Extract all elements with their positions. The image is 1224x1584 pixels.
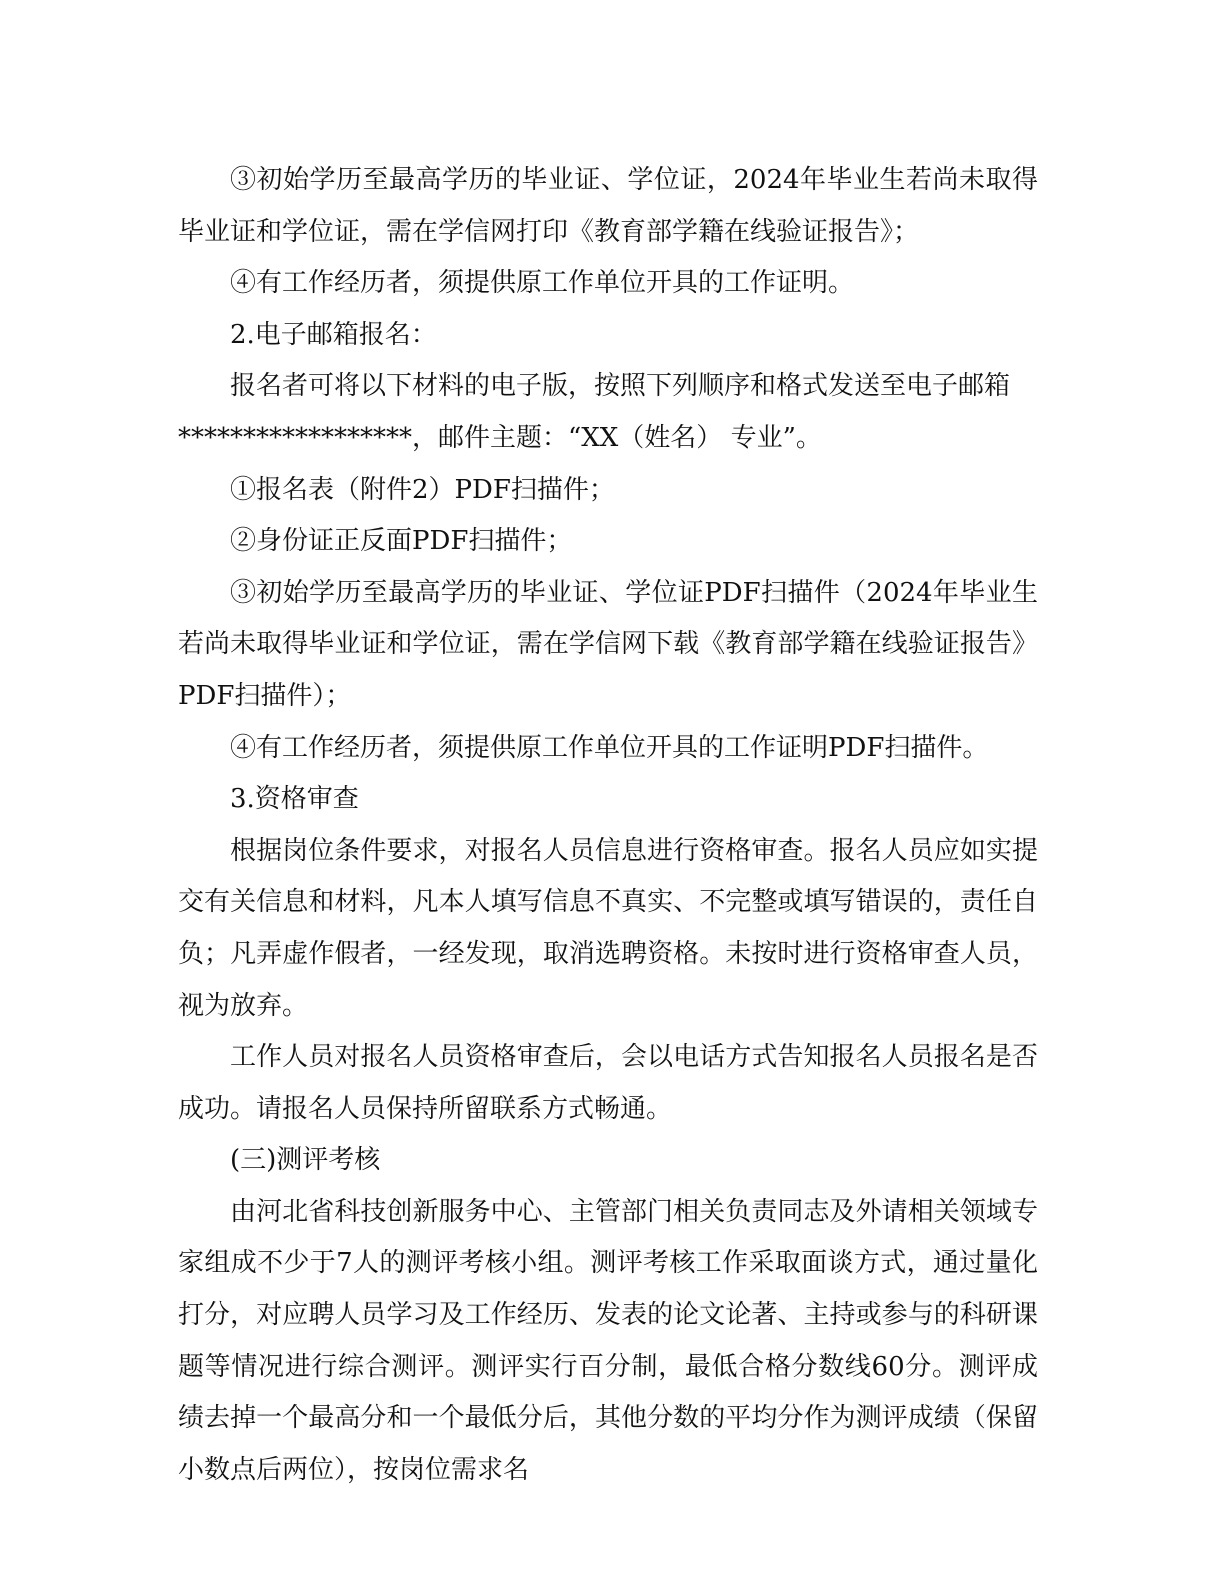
paragraph-work-certificate: ④有工作经历者，须提供原工作单位开具的工作证明。: [230, 268, 855, 299]
paragraph-email-instructions: 报名者可将以下材料的电子版，按照下列顺序和格式发送至电子邮箱: [230, 371, 1011, 402]
paragraph-evaluation: 由河北省科技创新服务中心、主管部门相关负责同志及外请相关领域专家组成不少于7人的测评考核小组。测评考核工作采取面谈方式，通过量化打分，对应聘人员学习及工作经历、发表的论文论著、主持或参与的科研课题等情况进行综合测评。测评实行百分制，最低合格分数线60分。测评成绩去掉一个最高分和一个最低分后，其他分数的平均分作为测评成绩（保留小数点后两位），按岗位需求名: [178, 1196, 1038, 1485]
paragraph-qualification-review: 根据岗位条件要求，对报名人员信息进行资格审查。报名人员应如实提交有关信息和材料，凡本人填写信息不真实、不完整或填写错误的，责任自负；凡弄虚作假者，一经发现，取消选聘资格。未按时进行资格审查人员，视为放弃。: [178, 835, 1038, 1021]
list-item-application-form: ①报名表（附件2）PDF扫描件；: [230, 474, 615, 505]
list-item-id-card: ②身份证正反面PDF扫描件；: [230, 526, 573, 557]
paragraph-email-subject: ******************，邮件主题：“XX（姓名） 专业”。: [178, 422, 822, 453]
list-item-work-certificate-scan: ④有工作经历者，须提供原工作单位开具的工作证明PDF扫描件。: [230, 732, 989, 763]
list-item-diploma-scan: ③初始学历至最高学历的毕业证、学位证PDF扫描件（2024年毕业生若尚未取得毕业证和学位证，需在学信网下载《教育部学籍在线验证报告》PDF扫描件）；: [178, 577, 1038, 711]
document-body: [178, 155, 1038, 1496]
paragraph-diploma-requirement: ③初始学历至最高学历的毕业证、学位证，2024年毕业生若尚未取得毕业证和学位证，需在学信网打印《教育部学籍在线验证报告》；: [178, 165, 1038, 247]
paragraph-notification: 工作人员对报名人员资格审查后，会以电话方式告知报名人员报名是否成功。请报名人员保持所留联系方式畅通。: [178, 1042, 1038, 1124]
heading-email-registration: 2.电子邮箱报名：: [230, 319, 437, 350]
heading-evaluation: (三)测评考核: [230, 1145, 381, 1176]
heading-qualification-review: 3.资格审查: [230, 784, 359, 815]
